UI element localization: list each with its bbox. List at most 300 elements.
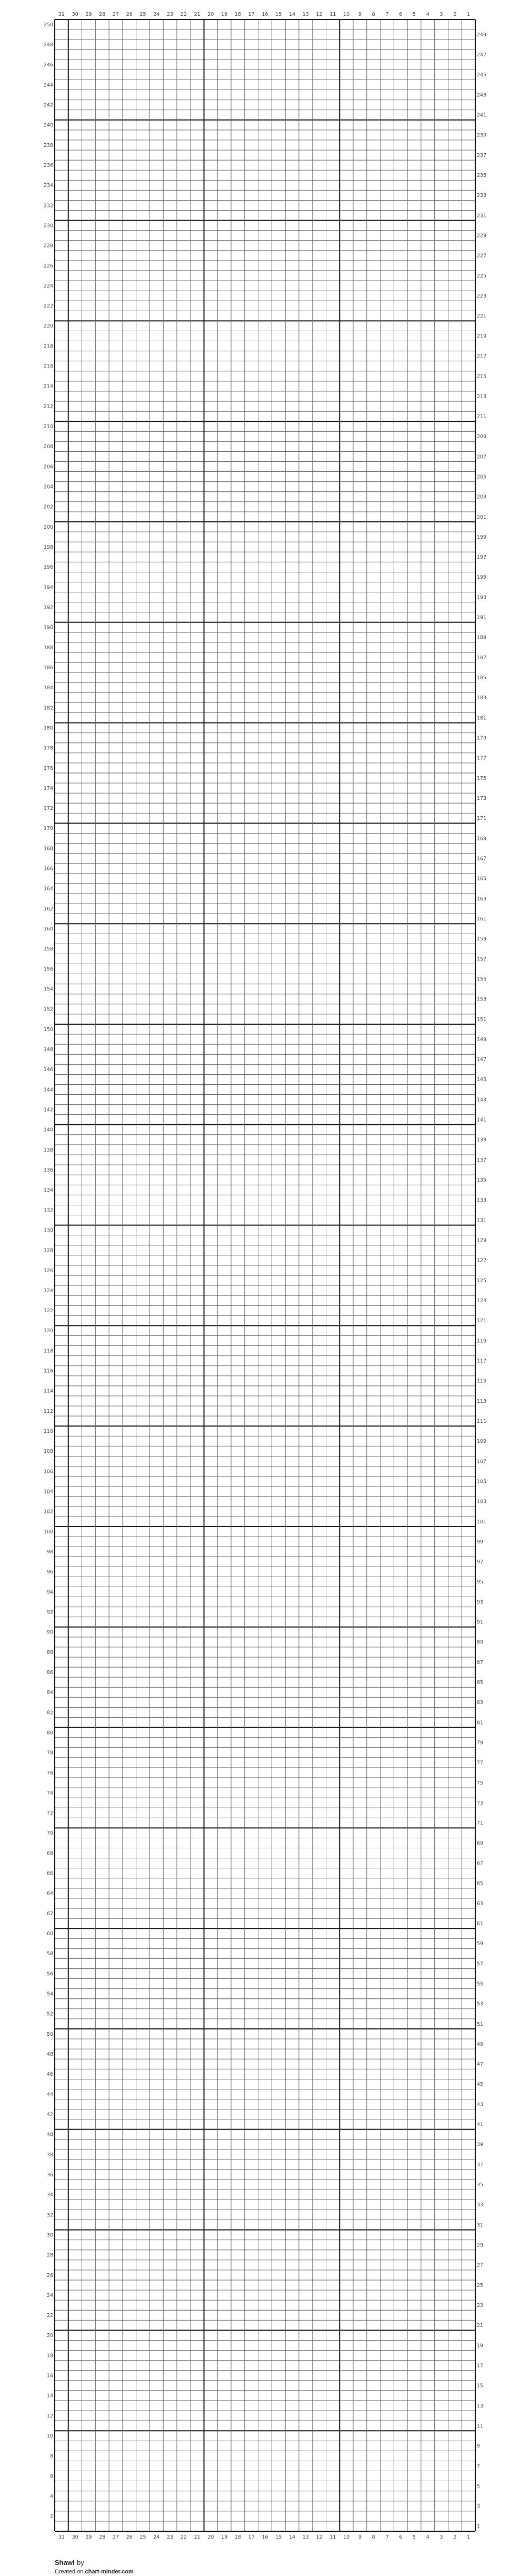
column-number-top: 18 bbox=[234, 12, 241, 17]
column-number-bottom: 16 bbox=[262, 2534, 268, 2540]
row-number-right: 141 bbox=[477, 1117, 487, 1123]
row-number-right: 247 bbox=[477, 52, 487, 58]
row-number-left: 110 bbox=[43, 1429, 53, 1435]
column-number-bottom: 25 bbox=[139, 2534, 146, 2540]
row-number-right: 49 bbox=[477, 2041, 484, 2047]
row-number-left: 244 bbox=[43, 82, 53, 88]
column-number-bottom: 21 bbox=[194, 2534, 201, 2540]
row-number-left: 108 bbox=[43, 1449, 53, 1455]
column-number-bottom: 9 bbox=[358, 2534, 362, 2540]
row-number-right: 193 bbox=[477, 595, 487, 601]
column-number-bottom: 23 bbox=[167, 2534, 174, 2540]
row-number-left: 24 bbox=[46, 2292, 53, 2298]
column-number-top: 2 bbox=[453, 12, 457, 17]
row-number-right: 109 bbox=[477, 1439, 487, 1445]
row-number-right: 207 bbox=[477, 454, 487, 460]
column-number-bottom: 22 bbox=[180, 2534, 187, 2540]
row-number-right: 97 bbox=[477, 1559, 484, 1566]
row-number-right: 39 bbox=[477, 2142, 484, 2148]
row-number-right: 249 bbox=[477, 32, 487, 38]
row-number-right: 53 bbox=[477, 2001, 484, 2007]
column-number-bottom: 19 bbox=[221, 2534, 228, 2540]
column-number-top: 23 bbox=[167, 12, 174, 17]
row-number-right: 115 bbox=[477, 1378, 487, 1384]
row-number-left: 144 bbox=[43, 1087, 53, 1093]
column-number-top: 27 bbox=[112, 12, 119, 17]
row-number-right: 23 bbox=[477, 2303, 484, 2309]
column-number-top: 8 bbox=[372, 12, 375, 17]
row-number-left: 124 bbox=[43, 1287, 53, 1294]
row-number-right: 69 bbox=[477, 1840, 484, 1847]
row-number-left: 224 bbox=[43, 283, 53, 289]
row-number-left: 40 bbox=[46, 2132, 53, 2138]
row-number-right: 145 bbox=[477, 1077, 487, 1083]
row-number-left: 202 bbox=[43, 504, 53, 510]
column-number-top: 7 bbox=[385, 12, 389, 17]
row-number-left: 36 bbox=[46, 2172, 53, 2178]
row-number-right: 135 bbox=[477, 1177, 487, 1184]
row-number-right: 201 bbox=[477, 514, 487, 520]
row-number-right: 99 bbox=[477, 1539, 484, 1545]
row-number-left: 2 bbox=[49, 2513, 53, 2520]
column-number-top: 29 bbox=[85, 12, 92, 17]
row-number-left: 210 bbox=[43, 424, 53, 430]
row-number-left: 192 bbox=[43, 605, 53, 611]
row-numbers bbox=[44, 22, 486, 2530]
row-number-right: 85 bbox=[477, 1680, 484, 1686]
row-number-right: 77 bbox=[477, 1760, 484, 1766]
row-number-right: 15 bbox=[477, 2383, 484, 2389]
row-number-right: 191 bbox=[477, 615, 487, 621]
column-number-bottom: 10 bbox=[343, 2534, 350, 2540]
row-number-right: 1 bbox=[477, 2523, 481, 2530]
row-number-right: 219 bbox=[477, 333, 487, 340]
row-number-right: 245 bbox=[477, 72, 487, 78]
row-number-left: 88 bbox=[46, 1649, 53, 1656]
column-number-top: 1 bbox=[467, 12, 471, 17]
row-number-left: 206 bbox=[43, 464, 53, 470]
row-number-left: 34 bbox=[46, 2192, 53, 2198]
row-number-left: 216 bbox=[43, 363, 53, 370]
row-number-right: 187 bbox=[477, 655, 487, 661]
row-number-right: 167 bbox=[477, 856, 487, 862]
row-number-left: 196 bbox=[43, 564, 53, 571]
row-number-right: 67 bbox=[477, 1860, 484, 1867]
row-number-left: 234 bbox=[43, 183, 53, 189]
column-number-bottom: 5 bbox=[412, 2534, 416, 2540]
row-number-left: 150 bbox=[43, 1026, 53, 1033]
row-number-right: 105 bbox=[477, 1479, 487, 1485]
row-number-right: 197 bbox=[477, 554, 487, 561]
row-number-left: 26 bbox=[46, 2272, 53, 2278]
row-number-left: 166 bbox=[43, 866, 53, 872]
row-number-right: 223 bbox=[477, 293, 487, 299]
row-number-left: 50 bbox=[46, 2031, 53, 2037]
row-number-right: 101 bbox=[477, 1519, 487, 1525]
row-number-right: 155 bbox=[477, 976, 487, 983]
row-number-left: 6 bbox=[49, 2473, 53, 2480]
row-number-left: 56 bbox=[46, 1971, 53, 1977]
row-number-right: 103 bbox=[477, 1499, 487, 1505]
row-number-left: 98 bbox=[46, 1549, 53, 1555]
row-number-right: 227 bbox=[477, 253, 487, 259]
row-number-left: 20 bbox=[46, 2333, 53, 2339]
row-number-right: 25 bbox=[477, 2282, 484, 2288]
row-number-left: 158 bbox=[43, 946, 53, 953]
row-number-left: 226 bbox=[43, 263, 53, 269]
row-number-left: 168 bbox=[43, 846, 53, 852]
row-number-left: 220 bbox=[43, 323, 53, 330]
row-number-right: 3 bbox=[477, 2503, 481, 2510]
row-number-left: 94 bbox=[46, 1589, 53, 1596]
row-number-right: 157 bbox=[477, 956, 487, 963]
row-number-left: 130 bbox=[43, 1227, 53, 1234]
row-number-right: 63 bbox=[477, 1900, 484, 1907]
row-number-right: 235 bbox=[477, 173, 487, 179]
column-numbers bbox=[58, 12, 470, 2540]
column-number-top: 24 bbox=[153, 12, 160, 17]
row-number-right: 11 bbox=[477, 2423, 484, 2429]
row-number-right: 71 bbox=[477, 1820, 484, 1827]
row-number-left: 78 bbox=[46, 1750, 53, 1756]
row-number-right: 233 bbox=[477, 193, 487, 199]
row-number-right: 189 bbox=[477, 635, 487, 641]
row-number-right: 35 bbox=[477, 2182, 484, 2188]
row-number-left: 90 bbox=[46, 1629, 53, 1636]
row-number-left: 42 bbox=[46, 2112, 53, 2118]
row-number-left: 84 bbox=[46, 1690, 53, 1696]
row-number-right: 239 bbox=[477, 132, 487, 138]
row-number-right: 43 bbox=[477, 2102, 484, 2108]
row-number-left: 164 bbox=[43, 886, 53, 892]
column-number-top: 11 bbox=[329, 12, 336, 17]
column-number-top: 3 bbox=[439, 12, 443, 17]
column-number-bottom: 20 bbox=[207, 2534, 214, 2540]
row-number-right: 65 bbox=[477, 1880, 484, 1887]
row-number-left: 176 bbox=[43, 765, 53, 771]
column-number-bottom: 24 bbox=[153, 2534, 160, 2540]
row-number-left: 116 bbox=[43, 1368, 53, 1374]
row-number-left: 12 bbox=[46, 2413, 53, 2419]
row-number-left: 32 bbox=[46, 2212, 53, 2218]
column-number-top: 6 bbox=[399, 12, 403, 17]
row-number-left: 160 bbox=[43, 926, 53, 933]
row-number-left: 242 bbox=[43, 102, 53, 108]
row-number-left: 214 bbox=[43, 383, 53, 390]
column-number-top: 9 bbox=[358, 12, 362, 17]
row-number-right: 9 bbox=[477, 2443, 481, 2450]
column-number-top: 26 bbox=[126, 12, 133, 17]
row-number-left: 152 bbox=[43, 1006, 53, 1013]
row-number-right: 117 bbox=[477, 1358, 487, 1364]
column-number-bottom: 31 bbox=[58, 2534, 65, 2540]
row-number-left: 212 bbox=[43, 403, 53, 410]
column-number-top: 22 bbox=[180, 12, 187, 17]
row-number-right: 183 bbox=[477, 695, 487, 701]
row-number-left: 236 bbox=[43, 162, 53, 169]
row-number-right: 93 bbox=[477, 1599, 484, 1606]
row-number-left: 126 bbox=[43, 1267, 53, 1274]
row-number-right: 161 bbox=[477, 916, 487, 922]
row-number-right: 165 bbox=[477, 876, 487, 882]
row-number-right: 159 bbox=[477, 936, 487, 943]
column-number-top: 25 bbox=[139, 12, 146, 17]
row-number-left: 178 bbox=[43, 745, 53, 751]
row-number-left: 82 bbox=[46, 1710, 53, 1716]
row-number-left: 132 bbox=[43, 1207, 53, 1214]
row-number-right: 225 bbox=[477, 273, 487, 279]
row-number-right: 203 bbox=[477, 494, 487, 500]
row-number-left: 38 bbox=[46, 2152, 53, 2158]
row-number-right: 221 bbox=[477, 313, 487, 320]
column-number-top: 20 bbox=[207, 12, 214, 17]
column-number-bottom: 7 bbox=[385, 2534, 389, 2540]
row-number-left: 96 bbox=[46, 1569, 53, 1576]
row-number-right: 209 bbox=[477, 434, 487, 440]
row-number-left: 66 bbox=[46, 1870, 53, 1877]
row-number-left: 58 bbox=[46, 1951, 53, 1957]
row-number-right: 147 bbox=[477, 1057, 487, 1063]
column-number-bottom: 3 bbox=[439, 2534, 443, 2540]
row-number-left: 14 bbox=[46, 2393, 53, 2399]
row-number-left: 44 bbox=[46, 2092, 53, 2098]
row-number-left: 246 bbox=[43, 62, 53, 68]
row-number-right: 95 bbox=[477, 1579, 484, 1586]
row-number-right: 31 bbox=[477, 2222, 484, 2228]
row-number-right: 237 bbox=[477, 152, 487, 158]
column-number-bottom: 27 bbox=[112, 2534, 119, 2540]
row-number-right: 217 bbox=[477, 353, 487, 360]
row-number-right: 129 bbox=[477, 1237, 487, 1244]
row-number-left: 104 bbox=[43, 1489, 53, 1495]
row-number-right: 57 bbox=[477, 1961, 484, 1967]
row-number-right: 107 bbox=[477, 1459, 487, 1465]
row-number-left: 198 bbox=[43, 544, 53, 550]
row-number-right: 73 bbox=[477, 1800, 484, 1806]
row-number-right: 149 bbox=[477, 1036, 487, 1043]
column-number-top: 19 bbox=[221, 12, 228, 17]
column-number-bottom: 15 bbox=[275, 2534, 282, 2540]
row-number-right: 91 bbox=[477, 1619, 484, 1626]
row-number-left: 52 bbox=[46, 2011, 53, 2017]
column-number-bottom: 29 bbox=[85, 2534, 92, 2540]
row-number-right: 143 bbox=[477, 1097, 487, 1103]
row-number-left: 80 bbox=[46, 1730, 53, 1736]
row-number-left: 140 bbox=[43, 1127, 53, 1133]
row-number-left: 232 bbox=[43, 203, 53, 209]
row-number-left: 184 bbox=[43, 685, 53, 691]
row-number-right: 133 bbox=[477, 1197, 487, 1204]
column-number-bottom: 2 bbox=[453, 2534, 457, 2540]
row-number-left: 170 bbox=[43, 826, 53, 832]
row-number-right: 61 bbox=[477, 1920, 484, 1927]
column-number-bottom: 14 bbox=[289, 2534, 296, 2540]
site-link[interactable]: chart-minder.com bbox=[85, 2569, 134, 2575]
row-number-right: 131 bbox=[477, 1217, 487, 1224]
row-number-left: 102 bbox=[43, 1509, 53, 1515]
row-number-left: 154 bbox=[43, 986, 53, 993]
row-number-left: 114 bbox=[43, 1388, 53, 1394]
row-number-right: 111 bbox=[477, 1418, 487, 1424]
row-number-left: 54 bbox=[46, 1991, 53, 1997]
row-number-right: 21 bbox=[477, 2323, 484, 2329]
row-number-right: 139 bbox=[477, 1137, 487, 1143]
row-number-left: 146 bbox=[43, 1067, 53, 1073]
row-number-left: 106 bbox=[43, 1469, 53, 1475]
column-number-top: 4 bbox=[426, 12, 429, 17]
row-number-right: 79 bbox=[477, 1740, 484, 1746]
row-number-right: 169 bbox=[477, 836, 487, 842]
column-number-top: 30 bbox=[72, 12, 78, 17]
row-number-right: 59 bbox=[477, 1941, 484, 1947]
row-number-left: 64 bbox=[46, 1890, 53, 1897]
row-number-right: 179 bbox=[477, 735, 487, 741]
row-number-right: 185 bbox=[477, 675, 487, 681]
grid-lines bbox=[55, 19, 475, 2531]
row-number-left: 142 bbox=[43, 1107, 53, 1113]
row-number-left: 172 bbox=[43, 806, 53, 812]
row-number-right: 195 bbox=[477, 574, 487, 581]
column-number-top: 10 bbox=[343, 12, 350, 17]
column-number-bottom: 8 bbox=[372, 2534, 375, 2540]
column-number-bottom: 4 bbox=[426, 2534, 429, 2540]
row-number-left: 100 bbox=[43, 1529, 53, 1535]
row-number-right: 199 bbox=[477, 534, 487, 540]
row-number-right: 177 bbox=[477, 755, 487, 761]
row-number-left: 46 bbox=[46, 2072, 53, 2078]
row-number-left: 148 bbox=[43, 1047, 53, 1053]
column-number-bottom: 6 bbox=[399, 2534, 403, 2540]
row-number-right: 205 bbox=[477, 474, 487, 480]
row-number-left: 174 bbox=[43, 785, 53, 791]
row-number-right: 175 bbox=[477, 775, 487, 781]
row-number-right: 213 bbox=[477, 393, 487, 400]
row-number-left: 180 bbox=[43, 725, 53, 731]
column-number-top: 31 bbox=[58, 12, 65, 17]
row-number-right: 87 bbox=[477, 1659, 484, 1666]
row-number-right: 137 bbox=[477, 1157, 487, 1163]
chart-title: Shawl bbox=[55, 2559, 75, 2567]
row-number-left: 162 bbox=[43, 906, 53, 912]
row-number-left: 118 bbox=[43, 1348, 53, 1354]
row-number-left: 238 bbox=[43, 142, 53, 148]
row-number-right: 127 bbox=[477, 1257, 487, 1264]
row-number-left: 92 bbox=[46, 1609, 53, 1616]
column-number-top: 28 bbox=[99, 12, 106, 17]
row-number-right: 37 bbox=[477, 2162, 484, 2168]
column-number-bottom: 17 bbox=[248, 2534, 255, 2540]
row-number-left: 186 bbox=[43, 665, 53, 671]
row-number-right: 243 bbox=[477, 92, 487, 98]
row-number-left: 22 bbox=[46, 2313, 53, 2319]
row-number-left: 240 bbox=[43, 122, 53, 128]
row-number-left: 200 bbox=[43, 524, 53, 530]
row-number-right: 17 bbox=[477, 2363, 484, 2369]
row-number-left: 48 bbox=[46, 2052, 53, 2057]
row-number-left: 16 bbox=[46, 2373, 53, 2379]
row-number-left: 72 bbox=[46, 1810, 53, 1817]
column-number-top: 16 bbox=[262, 12, 268, 17]
row-number-left: 194 bbox=[43, 584, 53, 591]
row-number-right: 163 bbox=[477, 896, 487, 902]
row-number-right: 119 bbox=[477, 1338, 487, 1344]
column-number-bottom: 26 bbox=[126, 2534, 133, 2540]
row-number-right: 153 bbox=[477, 996, 487, 1003]
row-number-right: 125 bbox=[477, 1277, 487, 1284]
row-number-right: 229 bbox=[477, 233, 487, 239]
row-number-left: 204 bbox=[43, 484, 53, 490]
column-number-top: 13 bbox=[302, 12, 309, 17]
column-number-top: 5 bbox=[412, 12, 416, 17]
row-number-left: 62 bbox=[46, 1910, 53, 1917]
row-number-right: 33 bbox=[477, 2202, 484, 2208]
row-number-right: 75 bbox=[477, 1780, 484, 1786]
row-number-right: 171 bbox=[477, 816, 487, 822]
row-number-left: 120 bbox=[43, 1328, 53, 1334]
column-number-bottom: 28 bbox=[99, 2534, 106, 2540]
row-number-right: 5 bbox=[477, 2483, 481, 2490]
row-number-right: 89 bbox=[477, 1639, 484, 1646]
row-number-left: 18 bbox=[46, 2353, 53, 2359]
row-number-left: 156 bbox=[43, 966, 53, 973]
column-number-bottom: 11 bbox=[329, 2534, 336, 2540]
row-number-right: 19 bbox=[477, 2343, 484, 2349]
row-number-left: 8 bbox=[49, 2453, 53, 2460]
row-number-left: 208 bbox=[43, 444, 53, 450]
column-number-bottom: 1 bbox=[467, 2534, 471, 2540]
created-on-label: Created on bbox=[55, 2569, 84, 2575]
row-number-left: 136 bbox=[43, 1167, 53, 1173]
row-number-left: 228 bbox=[43, 243, 53, 249]
row-number-right: 29 bbox=[477, 2242, 484, 2248]
row-number-left: 248 bbox=[43, 42, 53, 48]
row-number-right: 13 bbox=[477, 2403, 484, 2409]
row-number-left: 182 bbox=[43, 705, 53, 711]
row-number-right: 41 bbox=[477, 2122, 484, 2128]
row-number-left: 122 bbox=[43, 1308, 53, 1314]
row-number-left: 190 bbox=[43, 625, 53, 631]
chart-footer bbox=[55, 2558, 134, 2575]
column-number-top: 15 bbox=[275, 12, 282, 17]
column-number-top: 14 bbox=[289, 12, 296, 17]
column-number-top: 17 bbox=[248, 12, 255, 17]
row-number-left: 218 bbox=[43, 343, 53, 350]
row-number-left: 128 bbox=[43, 1247, 53, 1254]
column-number-bottom: 18 bbox=[234, 2534, 241, 2540]
column-number-bottom: 12 bbox=[316, 2534, 323, 2540]
row-number-left: 30 bbox=[46, 2232, 53, 2238]
row-number-left: 222 bbox=[43, 303, 53, 310]
row-number-right: 27 bbox=[477, 2262, 484, 2268]
row-number-right: 81 bbox=[477, 1720, 484, 1726]
row-number-left: 112 bbox=[43, 1408, 53, 1414]
row-number-right: 55 bbox=[477, 1981, 484, 1987]
row-number-right: 113 bbox=[477, 1398, 487, 1404]
row-number-left: 76 bbox=[46, 1770, 53, 1776]
row-number-right: 231 bbox=[477, 213, 487, 219]
row-number-left: 68 bbox=[46, 1850, 53, 1857]
row-number-left: 230 bbox=[43, 223, 53, 229]
row-number-right: 211 bbox=[477, 413, 487, 420]
row-number-right: 173 bbox=[477, 796, 487, 801]
row-number-left: 74 bbox=[46, 1790, 53, 1796]
row-number-right: 123 bbox=[477, 1298, 487, 1304]
row-number-right: 121 bbox=[477, 1318, 487, 1324]
row-number-left: 10 bbox=[46, 2433, 53, 2440]
row-number-right: 151 bbox=[477, 1016, 487, 1023]
row-number-left: 138 bbox=[43, 1147, 53, 1153]
column-number-bottom: 30 bbox=[72, 2534, 78, 2540]
